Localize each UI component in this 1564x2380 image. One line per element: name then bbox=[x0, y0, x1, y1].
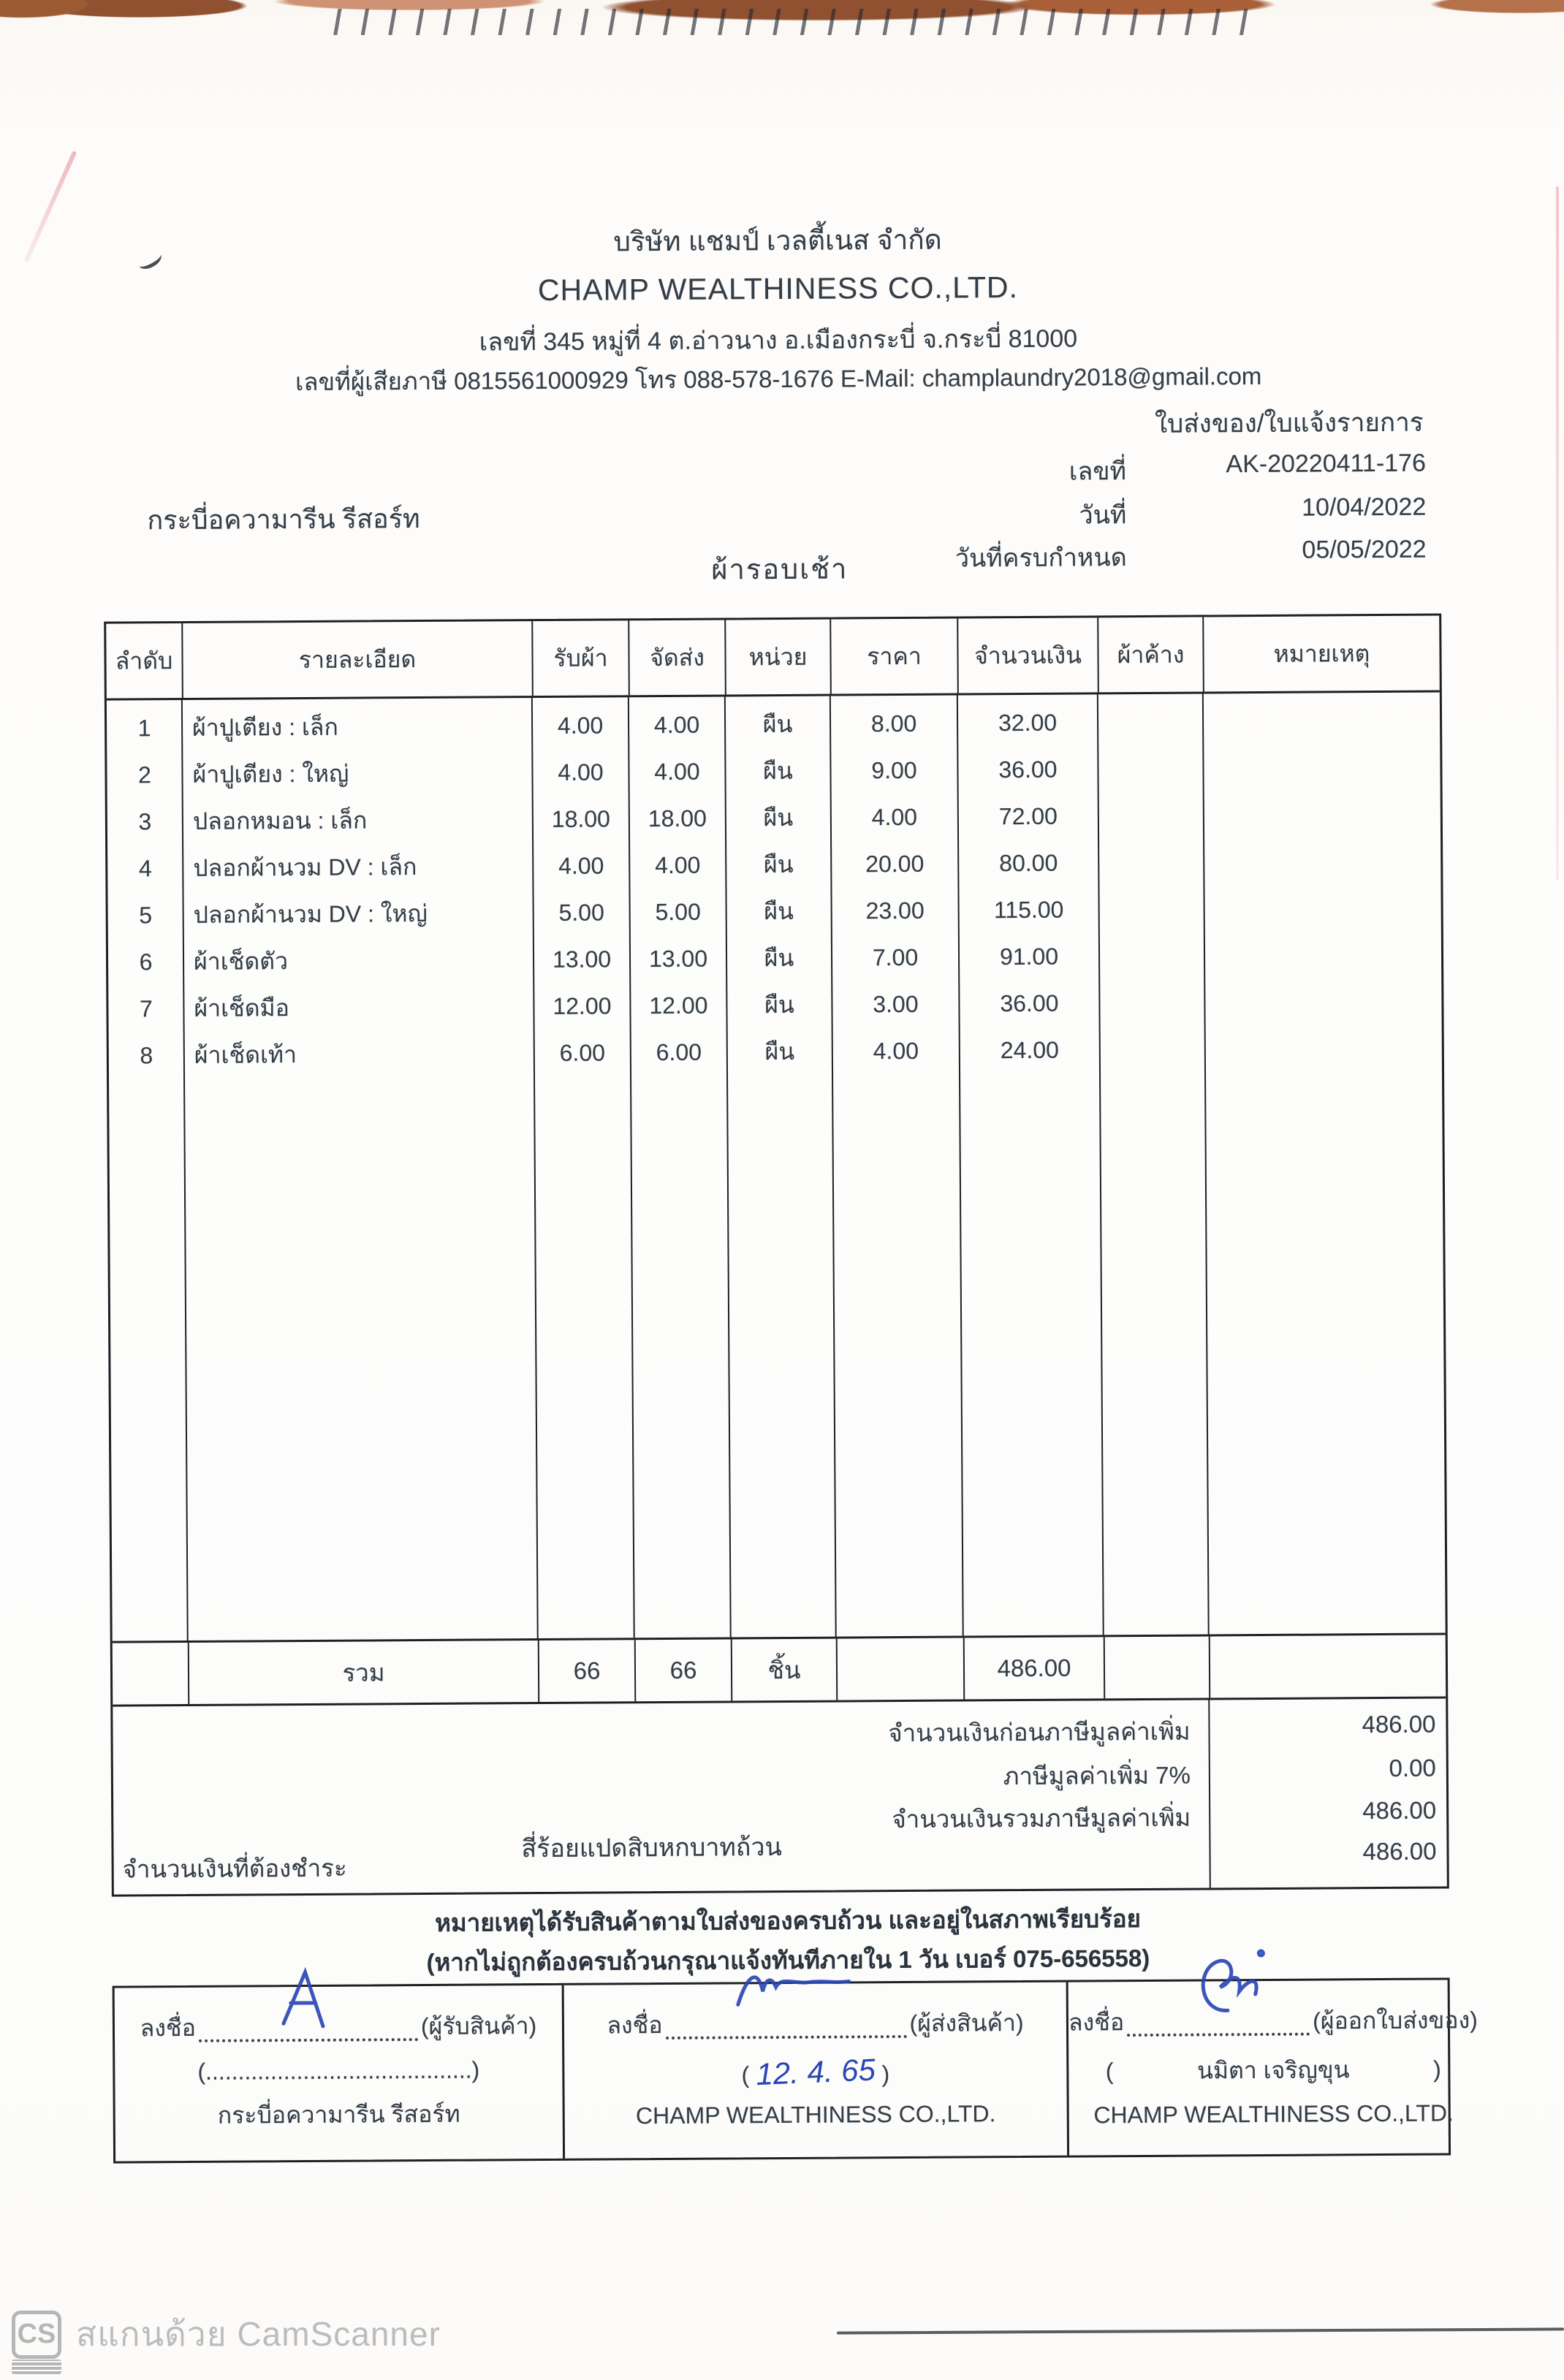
cell-amount: 91.00 bbox=[999, 943, 1059, 970]
doc-number-value: AK-20220411-176 bbox=[1226, 449, 1427, 479]
blank bbox=[1209, 1635, 1446, 1697]
cell-amount: 72.00 bbox=[998, 802, 1058, 829]
camscanner-logo-text: CS bbox=[17, 2319, 56, 2349]
cell-no: 4 bbox=[138, 854, 152, 881]
cell-amount: 115.00 bbox=[993, 896, 1064, 923]
signer-name-line: (.........................................) bbox=[197, 2056, 480, 2085]
cell-price: 20.00 bbox=[865, 850, 925, 877]
cell-delivered: 13.00 bbox=[648, 945, 708, 972]
amount-due-label: จำนวนเงินที่ต้องชำระ bbox=[122, 1854, 347, 1883]
cell-amount: 24.00 bbox=[1000, 1036, 1059, 1063]
amount-due-value: 486.00 bbox=[1362, 1837, 1437, 1866]
cell-delivered: 5.00 bbox=[655, 898, 701, 925]
cell-desc: ปลอกหมอน : เล็ก bbox=[192, 806, 368, 834]
amount-in-words: สี่ร้อยแปดสิบหกบาทถ้วน bbox=[521, 1833, 782, 1863]
company-name-en: CHAMP WEALTHINESS CO.,LTD. bbox=[537, 270, 1019, 308]
blank bbox=[836, 1638, 964, 1700]
cell-no: 5 bbox=[139, 901, 153, 928]
cell-pending bbox=[1098, 745, 1203, 792]
cell-note bbox=[1204, 790, 1440, 838]
company-name-th: บริษัท แชมป์ เวลตี้เนส จำกัด bbox=[613, 224, 942, 257]
camscanner-watermark bbox=[12, 2308, 441, 2361]
doc-number-row bbox=[863, 449, 1426, 493]
receipt-note: หมายเหตุได้รับสินค้าตามใบส่งของครบถ้วน และอยู่ในสภาพเรียบร้อย bbox=[435, 1905, 1142, 1936]
cell-note bbox=[1204, 837, 1440, 885]
cell-desc: ผ้าเช็ดตัว bbox=[193, 947, 289, 975]
cell-received: 4.00 bbox=[557, 711, 604, 739]
signer-role: (ผู้ส่งสินค้า) bbox=[909, 2010, 1024, 2037]
table-row bbox=[109, 1024, 1442, 1079]
cell-amount: 36.00 bbox=[1000, 989, 1059, 1016]
signature-box-issuer bbox=[1066, 1980, 1478, 2155]
items-table bbox=[104, 613, 1449, 1896]
cell-price: 7.00 bbox=[872, 943, 919, 970]
cell-received: 4.00 bbox=[558, 851, 604, 879]
cell-price: 4.00 bbox=[871, 803, 918, 830]
signer-name-line bbox=[564, 2053, 1066, 2091]
company-tax-contact: เลขที่ผู้เสียภาษี 0815561000929 โทร 088-578-1676 E-Mail: champlaundry2018@gmail.com bbox=[295, 362, 1262, 396]
column-header: รายละเอียด bbox=[181, 621, 532, 698]
column-header: จำนวนเงิน bbox=[957, 617, 1098, 693]
cell-no: 8 bbox=[140, 1041, 153, 1068]
signature-box-sender bbox=[562, 1982, 1067, 2159]
cell-note bbox=[1204, 977, 1441, 1025]
signer-role: (ผู้ออกใบส่งของ) bbox=[1313, 2007, 1478, 2034]
signature-section bbox=[113, 1977, 1478, 2163]
customer-name: กระบี่อความารีน รีสอร์ท bbox=[147, 503, 420, 536]
table-row bbox=[107, 696, 1440, 751]
cell-pending bbox=[1099, 978, 1204, 1026]
cell-unit: ผืน bbox=[764, 991, 794, 1018]
column-header: จัดส่ง bbox=[628, 620, 725, 695]
cell-amount: 80.00 bbox=[999, 849, 1058, 876]
cell-desc: ปลอกผ้านวม DV : ใหญ่ bbox=[193, 900, 428, 928]
cell-unit: ผืน bbox=[763, 757, 793, 784]
company-address: เลขที่ 345 หมู่ที่ 4 ต.อ่าวนาง อ.เมืองกระบี่ จ.กระบี่ 81000 bbox=[479, 324, 1078, 357]
table-row bbox=[107, 790, 1440, 845]
cell-unit: ผืน bbox=[763, 851, 794, 878]
column-header: รับผ้า bbox=[531, 620, 629, 696]
cell-desc: ผ้าปูเตียง : เล็ก bbox=[191, 713, 338, 741]
cell-desc: ปลอกผ้านวม DV : เล็ก bbox=[193, 853, 417, 881]
pre-vat-label: จำนวนเงินก่อนภาษีมูลค่าเพิ่ม bbox=[888, 1717, 1191, 1747]
cell-note bbox=[1204, 883, 1440, 932]
sign-label: ลงชื่อ bbox=[607, 2012, 663, 2039]
cell-pending bbox=[1098, 791, 1204, 839]
cell-unit: ผืน bbox=[763, 804, 794, 831]
column-header: ผ้าค้าง bbox=[1097, 617, 1203, 692]
summary-section bbox=[113, 1698, 1447, 1894]
cell-delivered: 12.00 bbox=[649, 992, 708, 1019]
table-total-row bbox=[113, 1632, 1446, 1706]
doc-due-value: 05/05/2022 bbox=[1302, 535, 1427, 564]
signature-dotted-line bbox=[666, 2035, 907, 2039]
sign-line bbox=[115, 2007, 562, 2048]
cell-amount: 32.00 bbox=[998, 709, 1058, 736]
doc-date-value: 10/04/2022 bbox=[1302, 493, 1427, 522]
cell-delivered: 18.00 bbox=[648, 805, 707, 832]
camscanner-logo bbox=[12, 2311, 61, 2359]
total-received: 66 bbox=[538, 1640, 635, 1702]
paren-close: ) bbox=[881, 2061, 890, 2088]
cell-received: 4.00 bbox=[558, 758, 604, 786]
paren-open: ( bbox=[741, 2061, 750, 2088]
total-label: รวม bbox=[188, 1640, 539, 1704]
camscanner-text: สแกนด้วย CamScanner bbox=[76, 2315, 441, 2353]
cell-pending bbox=[1098, 698, 1203, 745]
cell-note bbox=[1205, 1024, 1442, 1072]
total-amount: 486.00 bbox=[963, 1637, 1104, 1699]
cell-delivered: 4.00 bbox=[655, 851, 701, 878]
cell-received: 18.00 bbox=[551, 805, 611, 832]
cell-unit: ผืน bbox=[762, 710, 793, 737]
cell-unit: ผืน bbox=[764, 1038, 795, 1065]
document-type-title: ใบส่งของ/ใบแจ้งรายการ bbox=[1154, 408, 1424, 438]
sign-line bbox=[564, 2004, 1066, 2045]
vat-label: ภาษีมูลค่าเพิ่ม 7% bbox=[1003, 1761, 1191, 1790]
cell-received: 13.00 bbox=[552, 945, 612, 973]
camscanner-logo-tab bbox=[12, 2360, 61, 2374]
column-header: หน่วย bbox=[724, 620, 830, 695]
cell-received: 12.00 bbox=[553, 992, 612, 1019]
cell-pending bbox=[1098, 838, 1204, 886]
doc-due-label: วันที่ครบกำหนด bbox=[954, 544, 1127, 573]
grand-total-row bbox=[113, 1796, 1446, 1833]
table-row bbox=[107, 743, 1440, 798]
batch-title: ผ้ารอบเช้า bbox=[711, 554, 849, 586]
signer-name-line bbox=[1068, 2050, 1478, 2090]
table-row bbox=[108, 977, 1441, 1032]
column-header: ราคา bbox=[830, 619, 957, 694]
cell-delivered: 6.00 bbox=[656, 1038, 702, 1065]
cell-no: 7 bbox=[139, 995, 153, 1022]
pre-vat-row bbox=[113, 1710, 1446, 1747]
cell-desc: ผ้าเช็ดเท้า bbox=[194, 1041, 297, 1068]
signer-organization: กระบี่อความารีน รีสอร์ท bbox=[217, 2100, 460, 2129]
table-rows bbox=[107, 692, 1442, 1079]
cell-price: 9.00 bbox=[871, 756, 917, 783]
cell-no: 1 bbox=[137, 714, 151, 741]
doc-number-label: เลขที่ bbox=[1068, 457, 1127, 486]
cell-no: 3 bbox=[138, 807, 152, 834]
cell-received: 5.00 bbox=[558, 898, 604, 926]
vat-amount: 0.00 bbox=[1389, 1754, 1436, 1782]
cell-pending bbox=[1100, 1025, 1205, 1073]
blank bbox=[113, 1643, 189, 1705]
cell-pending bbox=[1098, 885, 1204, 932]
cell-no: 6 bbox=[139, 948, 153, 975]
cell-desc: ผ้าเช็ดมือ bbox=[194, 994, 290, 1022]
cell-price: 3.00 bbox=[873, 990, 919, 1017]
paren-open: ( bbox=[1105, 2058, 1114, 2085]
cell-amount: 36.00 bbox=[998, 756, 1058, 783]
paren-close: ) bbox=[1433, 2056, 1441, 2083]
summary-divider-line bbox=[1208, 1700, 1211, 1887]
cell-note bbox=[1203, 743, 1440, 791]
cell-price: 8.00 bbox=[870, 710, 917, 737]
sign-line bbox=[1068, 2001, 1478, 2041]
signer-role: (ผู้รับสินค้า) bbox=[420, 2012, 537, 2040]
contact-note: (หากไม่ถูกต้องครบถ้วนกรุณาแจ้งทันทีภายใน 1 วัน เบอร์ 075-656558) bbox=[426, 1944, 1150, 1976]
table-row bbox=[108, 930, 1441, 985]
pre-vat-amount: 486.00 bbox=[1362, 1710, 1436, 1738]
cell-price: 23.00 bbox=[865, 897, 925, 924]
vat-row bbox=[113, 1754, 1446, 1790]
handwritten-date: 12. 4. 65 bbox=[755, 2052, 876, 2092]
grand-total-label: จำนวนเงินรวมภาษีมูลค่าเพิ่ม bbox=[892, 1803, 1191, 1833]
table-body bbox=[107, 692, 1446, 1640]
signature-dotted-line bbox=[199, 2038, 418, 2042]
cell-delivered: 4.00 bbox=[654, 758, 700, 785]
table-header-row bbox=[106, 615, 1440, 700]
cell-received: 6.00 bbox=[559, 1038, 606, 1066]
cell-delivered: 4.00 bbox=[653, 711, 700, 738]
total-delivered: 66 bbox=[634, 1639, 732, 1701]
cell-unit: ผืน bbox=[764, 944, 794, 971]
column-header: หมายเหตุ bbox=[1202, 615, 1440, 691]
signature-box-receiver bbox=[115, 1985, 563, 2162]
doc-date-label: วันที่ bbox=[1079, 501, 1127, 530]
table-row bbox=[107, 837, 1440, 891]
sign-label: ลงชื่อ bbox=[1068, 2009, 1125, 2036]
cell-unit: ผืน bbox=[764, 897, 794, 924]
cell-pending bbox=[1099, 932, 1204, 979]
cell-price: 4.00 bbox=[873, 1037, 919, 1064]
cell-no: 2 bbox=[137, 761, 151, 788]
table-row bbox=[107, 883, 1440, 938]
blank bbox=[1104, 1636, 1210, 1698]
signer-organization: CHAMP WEALTHINESS CO.,LTD. bbox=[635, 2100, 996, 2129]
column-header: ลำดับ bbox=[115, 647, 173, 674]
sign-label: ลงชื่อ bbox=[140, 2014, 196, 2042]
grand-total-amount: 486.00 bbox=[1362, 1796, 1437, 1825]
doc-date-row bbox=[863, 493, 1426, 536]
signer-organization: CHAMP WEALTHINESS CO.,LTD. bbox=[1093, 2099, 1454, 2129]
cell-note bbox=[1204, 930, 1441, 978]
signature-dotted-line bbox=[1127, 2033, 1310, 2037]
total-unit: ชิ้น bbox=[731, 1639, 837, 1701]
cell-note bbox=[1203, 696, 1440, 745]
cell-desc: ผ้าปูเตียง : ใหญ่ bbox=[192, 760, 349, 788]
issuer-name: นมิตา เจริญขุน bbox=[1196, 2056, 1350, 2084]
